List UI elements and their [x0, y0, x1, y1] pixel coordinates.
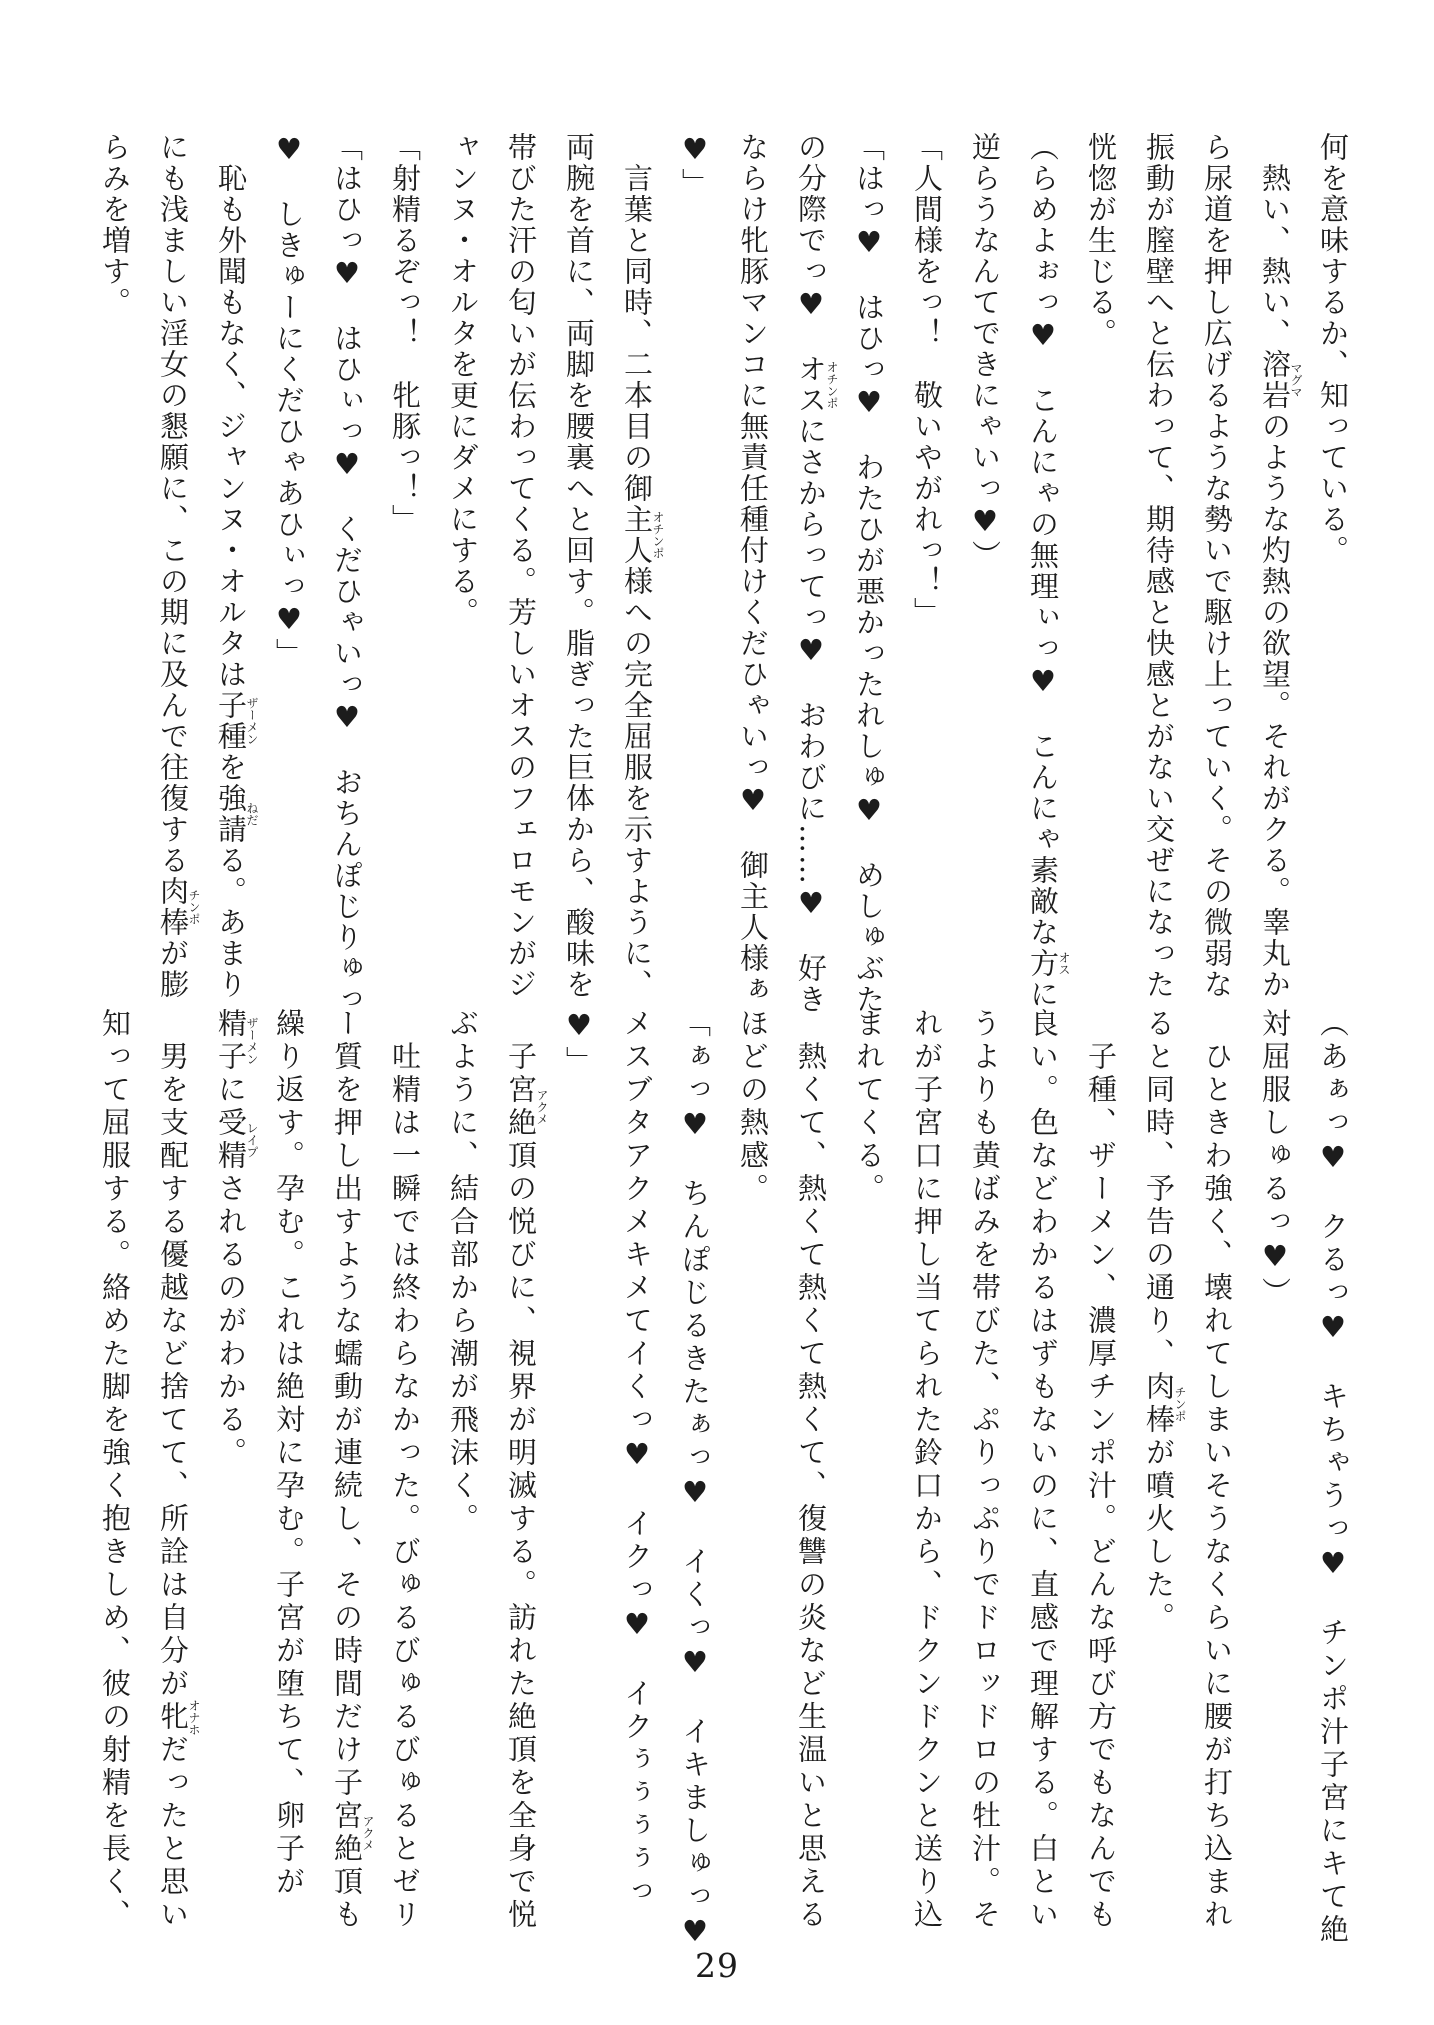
text-column — [434, 1008, 492, 1936]
text-column — [86, 132, 144, 1004]
text-column — [782, 132, 840, 1015]
text-run: への完全屈服を示すように、 — [620, 597, 654, 1000]
text-column — [1246, 132, 1304, 1004]
text-run: らみを増す。 — [98, 132, 132, 318]
text-run: 「ぁっ♥ ちんぽじるきたぁっ♥ イくっ♥ イキましゅっ♥ — [678, 1008, 712, 1952]
text-run: の悦びに、視界が明滅する。訪れた絶頂を全身で悦 — [504, 1173, 538, 1932]
text-run — [504, 1008, 538, 1041]
text-run: のような灼熱の欲望。それがクる。睾丸か — [1258, 411, 1292, 1000]
text-column — [840, 1008, 898, 1936]
text-run: にさからってっ♥ おわびに……♥ 好き — [794, 416, 828, 1015]
text-column — [840, 132, 898, 1015]
text-run: 対屈服しゅるっ♥） — [1258, 1008, 1292, 1310]
text-column — [550, 132, 608, 1004]
text-run: にも浅ましい淫女の懇願に、この期に及んで往復する — [156, 132, 190, 876]
text-run: れが子宮口に押し当てられた鈴口から、ドクンドクンと送り込 — [910, 1008, 944, 1932]
text-run: うよりも黄ばみを帯びた、ぷりっぷりでドロッドロの牡汁。そ — [968, 1008, 1002, 1932]
text-run: の分際でっ♥ — [794, 132, 828, 354]
ruby-annotated-word: 子宮絶頂アクメ — [330, 1767, 375, 1899]
text-run: が噴火した。 — [1142, 1437, 1176, 1635]
text-run: ♥」 — [678, 132, 712, 199]
text-run: 熱い、熱い、 — [1258, 132, 1292, 349]
ruby-annotated-word: 方オス — [1026, 948, 1071, 979]
text-run: 両腕を首に、両脚を腰裏へと回す。脂ぎった巨体から、酸味を — [562, 132, 596, 1000]
text-run: ぶように、結合部から潮が飛沫く。 — [446, 1008, 480, 1536]
text-column — [608, 132, 666, 1004]
text-run: されるのがわかる。 — [214, 1173, 248, 1470]
text-column — [1072, 132, 1130, 1004]
text-run: る。あまり — [214, 845, 248, 1000]
text-column — [260, 1008, 318, 1936]
text-column — [492, 132, 550, 1004]
text-run: 「射精るぞっ！ 牝豚っ！」 — [388, 132, 422, 535]
text-column — [1130, 1008, 1188, 1936]
text-column — [434, 132, 492, 1004]
ruby-annotated-word: 肉棒チンポ — [156, 876, 201, 938]
text-column — [260, 132, 318, 1004]
text-run: 何を意味するか、知っている。 — [1316, 132, 1350, 566]
text-column — [144, 1008, 202, 1936]
text-column — [202, 132, 260, 1004]
text-column — [666, 132, 724, 1004]
text-column — [666, 1008, 724, 1952]
text-run: 男を支配する優越など捨てて、所詮は自分が — [156, 1008, 190, 1701]
text-run: 熱くて、熱くて熱くて熱くて、復讐の炎など生温いと思える — [794, 1008, 828, 1932]
ruby-annotated-word: 受精レイプ — [214, 1107, 259, 1173]
text-run: ならけ牝豚マンコに無責任種付けくだひゃいっ♥ 御主人様ぁ — [736, 132, 770, 1005]
text-run: 振動が膣壁へと伝わって、期待感と快感とがない交ぜになった — [1142, 132, 1176, 1000]
text-column — [550, 1008, 608, 1936]
text-run: （らめよぉっ♥ こんにゃの無理ぃっ♥ こんにゃ素敵な — [1026, 132, 1060, 948]
text-run: 恍惚が生じる。 — [1084, 132, 1118, 349]
text-column — [144, 132, 202, 1004]
text-run: （あぁっ♥ クるっ♥ キちゃうっ♥ チンポ汁子宮にキて絶 — [1316, 1008, 1350, 1947]
text-run: 良い。色などわかるはずもないのに、直感で理解する。白とい — [1026, 1008, 1060, 1932]
text-run: 知って屈服する。絡めた脚を強く抱きしめ、彼の射精を長く、 — [98, 1008, 132, 1932]
text-column — [1130, 132, 1188, 1004]
ruby-annotated-word: 子種ザーメン — [214, 690, 259, 752]
text-run: 「はひっ♥ はひぃっ♥ くだひゃいっ♥ おちんぽじりゅっ — [330, 132, 364, 1015]
ruby-annotated-word: 牝オナホ — [156, 1699, 201, 1736]
text-column — [318, 132, 376, 1015]
text-column — [608, 1008, 666, 1936]
text-run: ー質を押し出すような蠕動が連続し、その時間だけ — [330, 1008, 364, 1767]
text-column — [86, 1008, 144, 1936]
text-column — [492, 1008, 550, 1936]
text-column — [956, 1008, 1014, 1936]
text-run: 子種、ザーメン、濃厚チンポ汁。どんな呼び方でもなんでも — [1084, 1008, 1118, 1932]
ruby-annotated-word: オスオチンポ — [794, 354, 839, 416]
text-column — [724, 132, 782, 1004]
text-run: 恥も外聞もなく、ジャンヌ・オルタは — [214, 132, 248, 690]
text-run: ♥」 — [562, 1008, 596, 1079]
ruby-annotated-word: 御主人様オチンポ — [620, 473, 665, 597]
text-run: 逆らうなんてできにゃいっ♥） — [968, 132, 1002, 571]
text-column — [724, 1008, 782, 1936]
text-column — [376, 132, 434, 1004]
text-column — [1304, 1008, 1362, 1947]
text-column — [1014, 1008, 1072, 1936]
text-column — [202, 1008, 260, 1936]
text-run: ら尿道を押し広げるような勢いで駆け上っていく。その微弱な — [1200, 132, 1234, 1000]
text-column — [898, 132, 956, 1004]
text-run: 繰り返す。孕む。これは絶対に孕む。子宮が堕ちて、卵子が — [272, 1008, 306, 1899]
text-run: も — [330, 1899, 364, 1932]
text-column — [1304, 132, 1362, 1004]
text-column — [1072, 1008, 1130, 1936]
text-block-upper — [86, 132, 1362, 1015]
ruby-annotated-word: 強請ねだ — [214, 783, 259, 845]
ruby-annotated-word: 肉棒チンポ — [1142, 1371, 1187, 1437]
ruby-annotated-word: 溶岩マグマ — [1258, 349, 1303, 411]
text-run: を — [214, 752, 248, 783]
text-column — [318, 1008, 376, 1936]
ruby-annotated-word: 精子ザーメン — [214, 1008, 259, 1074]
ruby-annotated-word: 子宮絶頂アクメ — [504, 1041, 549, 1173]
text-run: メスブタアクメキメてイくっ♥ イクっ♥ イクぅぅぅぅっ — [620, 1008, 654, 1909]
text-run: が膨 — [156, 938, 190, 1000]
text-run: ほどの熱感。 — [736, 1008, 770, 1206]
text-column — [1014, 132, 1072, 1010]
text-column — [1246, 1008, 1304, 1936]
text-run: 「はっ♥ はひっ♥ わたひが悪かったれしゅ♥ めしゅぶた — [852, 132, 886, 1015]
text-column — [898, 1008, 956, 1936]
text-run: ひときわ強く、壊れてしまいそうなくらいに腰が打ち込まれ — [1200, 1008, 1234, 1932]
text-block-lower — [86, 1008, 1362, 1952]
text-column — [956, 132, 1014, 1004]
text-run: まれてくる。 — [852, 1008, 886, 1206]
text-run: ャンヌ・オルタを更にダメにする。 — [446, 132, 480, 628]
text-run: 言葉と同時、二本目の — [620, 132, 654, 473]
text-run: 吐精は一瞬では終わらなかった。びゅるびゅるびゅるとゼリ — [388, 1008, 422, 1932]
text-run: ♥ しきゅーにくだひゃあひぃっ♥」 — [272, 132, 306, 669]
text-column — [376, 1008, 434, 1936]
text-run: ると同時、予告の通り、 — [1142, 1008, 1176, 1371]
text-column — [1188, 132, 1246, 1004]
text-run: に — [214, 1074, 248, 1107]
text-run: だったと思い — [156, 1734, 190, 1932]
page-number: 29 — [695, 1946, 739, 1985]
text-column — [782, 1008, 840, 1936]
text-run: に — [1026, 979, 1060, 1010]
text-run: 帯びた汗の匂いが伝わってくる。芳しいオスのフェロモンがジ — [504, 132, 538, 1000]
text-run: 「人間様をっ！ 敬いやがれっ！」 — [910, 132, 944, 628]
text-column — [1188, 1008, 1246, 1936]
